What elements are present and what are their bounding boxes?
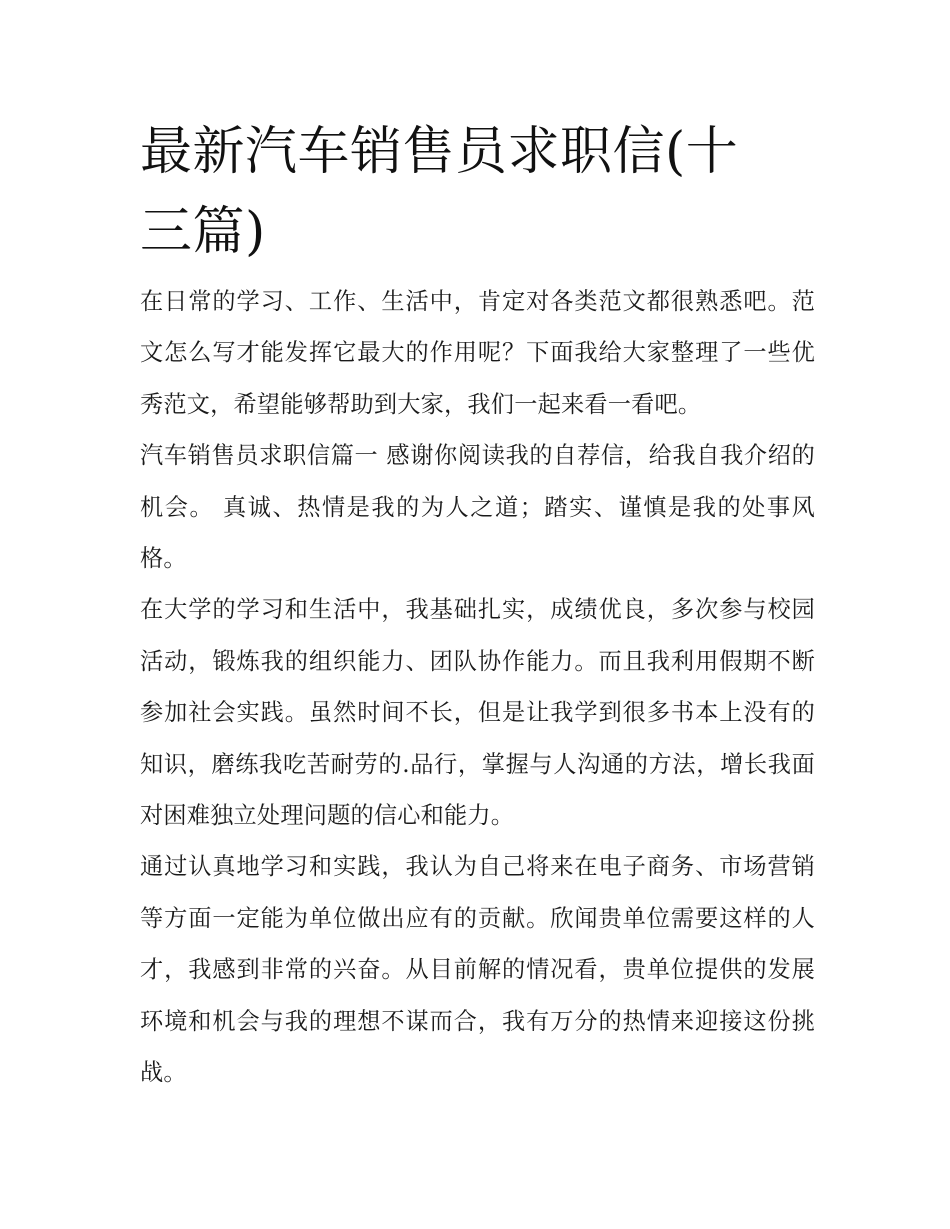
- document-title: 最新汽车销售员求职信(十三篇): [140, 122, 739, 262]
- document-body: [140, 276, 815, 1099]
- paragraph-intro: 在日常的学习、工作、生活中，肯定对各类范文都很熟悉吧。范文怎么写才能发挥它最大的作用呢？下面我给大家整理了一些优秀范文，希望能够帮助到大家，我们一起来看一看吧。: [140, 288, 815, 418]
- paragraph-opening: 汽车销售员求职信篇一 感谢你阅读我的自荐信，给我自我介绍的机会。 真诚、热情是我的为人之道；踏实、谨慎是我的处事风格。: [140, 442, 815, 573]
- paragraph-university: 在大学的学习和生活中，我基础扎实，成绩优良，多次参与校园活动，锻炼我的组织能力、团队协作能力。而且我利用假期不断参加社会实践。虽然时间不长，但是让我学到很多书本上没有的知识，磨练我吃苦耐劳的.品行，掌握与人沟通的方法，增长我面对困难独立处理问题的信心和能力。: [140, 596, 815, 830]
- paragraph-contribution: 通过认真地学习和实践，我认为自己将来在电子商务、市场营销等方面一定能为单位做出应有的贡献。欣闻贵单位需要这样的人才，我感到非常的兴奋。从目前解的情况看，贵单位提供的发展环境和机会与我的理想不谋而合，我有万分的热情来迎接这份挑战。: [140, 853, 815, 1087]
